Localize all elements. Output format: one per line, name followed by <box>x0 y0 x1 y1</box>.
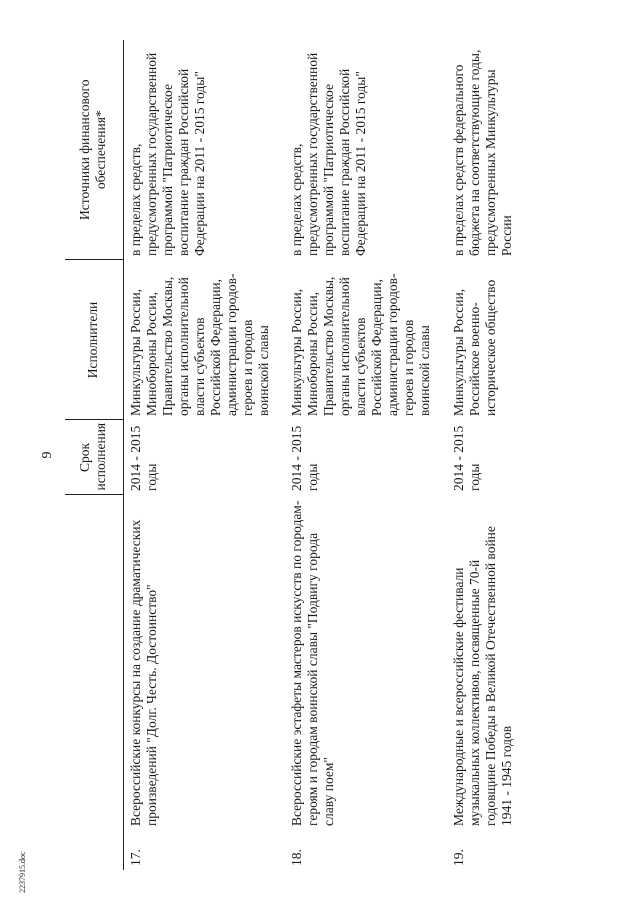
table-row <box>123 40 285 870</box>
row-event: Международные и всероссийские фестивали музыкальных коллективов, посвященные 70-й годовщине Победы в Великой Отечественной войне 1941 - 1945 годов <box>451 526 514 826</box>
header-sources: Источники финансового обеспечения* <box>65 40 123 260</box>
row-term: 2014 - 2015 годы <box>127 425 159 491</box>
table-header-row <box>65 40 123 870</box>
table-row <box>447 40 610 870</box>
table-row <box>285 40 447 870</box>
row-term: 2014 - 2015 годы <box>451 425 482 491</box>
row-event: Всероссийские эстафеты мастеров искусств по городам-героям и городам воинской славы "Подвигу города славу поем" <box>289 500 336 826</box>
row-executors: Минкультуры России, Минобороны России, Правительство Москвы, органы исполнительной власти субъектов Российской Федерации, администрации городов-героев и городов воинской славы <box>127 273 271 416</box>
row-number: 18. <box>289 849 304 866</box>
row-executors: Минкультуры России, Минобороны России, Правительство Москвы, органы исполнительной власти субъектов Российской Федерации, администрации городов-героев и городов воинской славы <box>289 273 432 416</box>
row-term: 2014 - 2015 годы <box>289 425 320 491</box>
file-name-footer: 2237915.doc <box>18 851 27 893</box>
header-executors: Исполнители <box>65 260 123 420</box>
landscape-page <box>40 40 610 870</box>
row-number: 19. <box>451 849 466 866</box>
row-sources: в пределах средств, предусмотренных государственной программой "Патриотическое воспитание граждан Российской Федерации на 2011 - 2015 годы" <box>289 52 368 256</box>
row-event: Всероссийские конкурсы на создание драматических произведений "Долг. Честь. Достоинство" <box>127 519 159 826</box>
row-sources: в пределах средств, предусмотренных государственной программой "Патриотическое воспитание граждан Российской Федерации на 2011 - 2015 годы" <box>127 52 207 256</box>
header-term: Срок исполнения <box>65 420 123 495</box>
header-num <box>65 830 123 870</box>
activities-table <box>65 40 610 870</box>
row-sources: в пределах средств федерального бюджета на соответствующие годы, предусмотренных Минкультуры России <box>451 49 514 256</box>
row-number: 17. <box>127 849 143 866</box>
header-event <box>65 495 123 830</box>
page-number: 9 <box>40 451 55 459</box>
row-executors: Минкультуры России, Российское военно-историческое общество <box>451 279 498 416</box>
